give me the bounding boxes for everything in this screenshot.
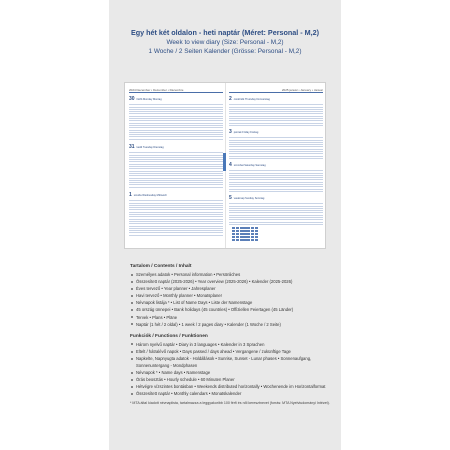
diary-left-page — [129, 87, 223, 245]
mini-calendar-cell — [251, 239, 254, 241]
bullet-item: Éves tervező • Year planner • Jahresplaner — [130, 285, 330, 292]
day-number: 4 — [229, 162, 232, 168]
day-name: kedd Tuesday Dienstag — [136, 145, 164, 149]
mini-calendar-cell — [240, 233, 243, 235]
mini-calendar-cell — [255, 236, 258, 238]
day-lines — [129, 151, 223, 188]
contents-list — [130, 271, 330, 328]
title-hungarian: Egy hét két oldalon - heti naptár (Méret: Personal - M,2) — [130, 28, 320, 37]
right-page-header: 2025 január • January • Januar — [229, 87, 323, 93]
day-number: 31 — [129, 144, 135, 150]
day-lines — [129, 103, 223, 140]
day-block — [229, 129, 323, 160]
bullet-item: 45 ország ünnepei • Bank holidays (45 countries) • Offiziellen Feiertagen (45 Länder) — [130, 306, 330, 313]
day-header — [229, 195, 323, 201]
mini-calendar-cell — [251, 233, 254, 235]
mini-calendar-cell — [247, 236, 250, 238]
title-block — [109, 28, 341, 56]
bullet-item: Névnapok listája * • List of Name Days • Liste der Namenstage — [130, 299, 330, 306]
product-details — [130, 264, 330, 406]
day-header — [129, 192, 223, 198]
bullet-item: Eltelt / hátralévő napok • Days passed / days ahead • Vergangene / zukünftige Tage — [130, 348, 330, 355]
mini-calendar-cell — [232, 236, 235, 238]
day-name: szerda Wednesday Mittwoch — [133, 193, 167, 197]
mini-calendar-cell — [240, 236, 243, 238]
day-name: vasárnap Sunday Sonntag — [233, 196, 265, 200]
mini-calendar-cell — [251, 227, 254, 229]
mini-calendar-cell — [232, 239, 235, 241]
mini-calendar-cell — [232, 230, 235, 232]
mini-month-calendar — [232, 227, 258, 241]
day-number: 2 — [229, 96, 232, 102]
day-number: 5 — [229, 195, 232, 201]
day-header — [129, 96, 223, 102]
mini-calendar-cell — [243, 239, 246, 241]
mini-calendar-cell — [236, 230, 239, 232]
day-number: 1 — [129, 192, 132, 198]
day-number: 30 — [129, 96, 135, 102]
functions-list — [130, 341, 330, 398]
bullet-item: Napkelte, Napnyugta adatok - Holdállások • Sunrise, Sunset - Lunar phases • Sonnenaufgang, Sonnenuntergang - Mondphasen — [130, 355, 330, 369]
mini-calendar-cell — [247, 239, 250, 241]
day-block — [129, 144, 223, 190]
day-block — [229, 162, 323, 193]
day-block — [129, 96, 223, 142]
mini-calendar-cell — [236, 239, 239, 241]
bullet-item: Naptár (1 hét / 2 oldal) • 1 week / 2 pages diary • Kalender (1 Woche / 2 Seite) — [130, 321, 330, 328]
day-name: csütörtök Thursday Donnerstag — [233, 97, 270, 101]
mini-calendar-cell — [243, 233, 246, 235]
day-header — [129, 144, 223, 150]
mini-calendar-cell — [247, 230, 250, 232]
footnote: * MTA által kiadott névnaplista, tartalmazza a leggyakoribb 100 férfi és női keresztnevet (forrás: MTA Nyelvtudományi Intézet). — [130, 400, 330, 405]
bullet-item: Összesített naptár • Monthly calendars • Monatskalender — [130, 390, 330, 397]
mini-calendar-cell — [236, 236, 239, 238]
mini-calendar-cell — [240, 227, 243, 229]
mini-calendar-cell — [240, 239, 243, 241]
mini-calendar-cell — [247, 233, 250, 235]
day-lines — [129, 199, 223, 236]
day-block — [229, 96, 323, 127]
left-page-header: 2024 December • Dezember • Décembre — [129, 87, 223, 93]
mini-calendar-cell — [251, 236, 254, 238]
diary-right-page — [229, 87, 323, 245]
mini-calendar-cell — [247, 227, 250, 229]
day-name: péntek Friday Freitag — [233, 130, 259, 134]
day-header — [229, 96, 323, 102]
bullet-item: Összesített naptár (2025-2026) • Year overview (2025-2026) • Kalender (2025-2026) — [130, 278, 330, 285]
mini-calendar-cell — [236, 233, 239, 235]
day-header — [229, 129, 323, 135]
bullet-item: Tervek • Plans • Pläne — [130, 314, 330, 321]
day-block — [129, 192, 223, 238]
bullet-item: Személyes adatok • Personal information • Persönliches — [130, 271, 330, 278]
day-name: hétfő Monday Montag — [136, 97, 162, 101]
title-english: Week to view diary (Size: Personal - M,2) — [166, 39, 284, 46]
title-german: 1 Woche / 2 Seiten Kalender (Grösse: Personal - M,2) — [148, 48, 302, 55]
day-block — [229, 195, 323, 226]
mini-calendar-cell — [255, 239, 258, 241]
contents-heading: Tartalom / Contents / Inhalt — [130, 264, 192, 269]
day-lines — [229, 202, 323, 225]
mini-calendar-cell — [255, 227, 258, 229]
bookmark-ribbon — [223, 153, 226, 171]
mini-calendar-cell — [236, 227, 239, 229]
mini-calendar-cell — [232, 227, 235, 229]
product-card — [109, 0, 341, 450]
day-lines — [229, 103, 323, 126]
bullet-item: Havi tervező • Monthly planner • Monatsplaner — [130, 292, 330, 299]
day-lines — [229, 136, 323, 159]
day-number: 3 — [229, 129, 232, 135]
mini-calendar-cell — [255, 230, 258, 232]
mini-calendar-cell — [255, 233, 258, 235]
diary-preview-image — [124, 82, 326, 249]
mini-calendar-cell — [243, 227, 246, 229]
mini-calendar-cell — [243, 230, 246, 232]
bullet-item: Hétvégre vízszintes bontásban • Weekends distributed horizontally • Wochenende im Horizontalformat — [130, 383, 330, 390]
bullet-item: Névnapok * • Name days • Namenstage — [130, 369, 330, 376]
mini-calendar-cell — [251, 230, 254, 232]
day-name: szombat Saturday Samstag — [233, 163, 266, 167]
mini-calendar-cell — [232, 233, 235, 235]
functions-heading: Funkciók / Functions / Funktionen — [130, 333, 208, 339]
day-header — [229, 162, 323, 168]
mini-calendar-cell — [243, 236, 246, 238]
day-lines — [229, 169, 323, 192]
mini-calendar-cell — [240, 230, 243, 232]
bullet-item: Órás beosztás • Hourly schedule • 60 Minuten Planer — [130, 376, 330, 383]
bullet-item: Három nyelvű naptár • Diary in 3 languages • Kalender in 3 Sprachen — [130, 341, 330, 348]
